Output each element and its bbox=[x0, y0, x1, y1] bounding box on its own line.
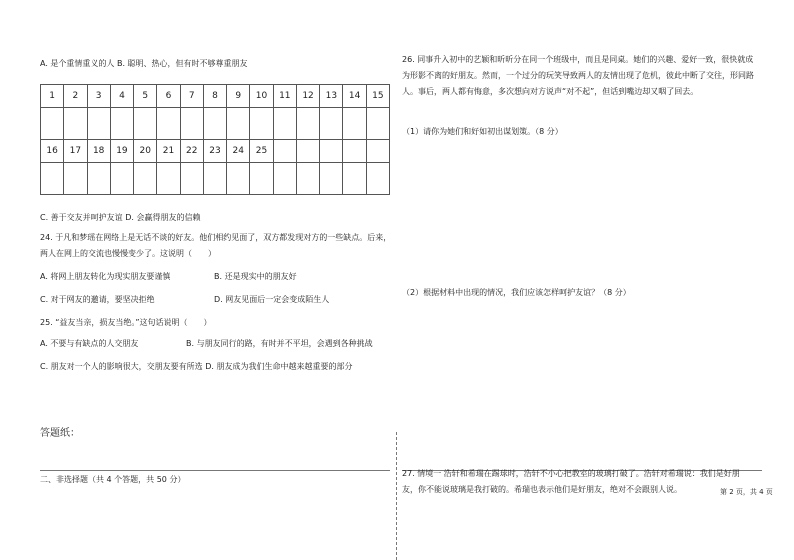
answer-cell[interactable] bbox=[273, 108, 296, 140]
column-divider bbox=[396, 432, 397, 560]
grid-cell-number: 1 bbox=[41, 85, 64, 108]
grid-cell-number: 3 bbox=[87, 85, 110, 108]
grid-cell-number: 8 bbox=[203, 85, 226, 108]
answer-cell[interactable] bbox=[134, 108, 157, 140]
q24-option-a: A. 将网上朋友转化为现实朋友要谨慎 bbox=[40, 272, 171, 281]
grid-cell-number: 22 bbox=[180, 140, 203, 163]
grid-cell-number: 13 bbox=[320, 85, 343, 108]
answer-cell[interactable] bbox=[180, 108, 203, 140]
answer-cell[interactable] bbox=[41, 163, 64, 195]
answer-cell[interactable] bbox=[64, 108, 87, 140]
grid-cell-empty bbox=[273, 140, 296, 163]
grid-cell-number: 18 bbox=[87, 140, 110, 163]
q25-option-b: B. 与朋友同行的路，有时并不平坦，会遇到各种挑战 bbox=[186, 339, 373, 348]
q25-stem: 25. “益友当亲，损友当绝。”这句话说明（ ） bbox=[40, 318, 212, 327]
grid-cell-number: 21 bbox=[157, 140, 180, 163]
grid-cell-number: 14 bbox=[343, 85, 366, 108]
grid-cell-number: 24 bbox=[227, 140, 250, 163]
grid-cell-empty bbox=[366, 140, 389, 163]
q24-stem: 24. 于凡和梦瑶在网络上是无话不谈的好友。他们相约见面了，双方都发现对方的一些缺点。后来，两人在网上的交流也慢慢变少了。这说明（ ） bbox=[40, 233, 392, 258]
q23-options-cd: C. 善于交友并呵护友谊 D. 会赢得朋友的信赖 bbox=[40, 213, 201, 222]
answer-sheet-title: 答题纸： bbox=[40, 428, 80, 439]
grid-cell-number: 16 bbox=[41, 140, 64, 163]
answer-cell[interactable] bbox=[41, 108, 64, 140]
answer-grid bbox=[40, 84, 390, 195]
grid-cell-empty bbox=[343, 163, 366, 195]
grid-cell-number: 25 bbox=[250, 140, 273, 163]
answer-cell[interactable] bbox=[110, 108, 133, 140]
q25-option-a: A. 不要与有缺点的人交朋友 bbox=[40, 339, 139, 348]
q25-options-cd: C. 朋友对一个人的影响很大，交朋友要有所选 D. 朋友成为我们生命中越来越重要的部分 bbox=[40, 362, 353, 371]
section-divider-left bbox=[40, 470, 390, 471]
answer-cell[interactable] bbox=[110, 163, 133, 195]
q26-text: 26. 同事升入初中的艺颖和昕昕分在同一个班级中，而且是同桌。她们的兴趣、爱好一致，很快就成为形影不离的好朋友。然而，一个过分的玩笑导致两人的友情出现了危机，彼此中断了交往，形同路人。事后，两人都有悔意，多次想向对方说声“对不起”，但话到嘴边却又咽了回去。 bbox=[402, 55, 754, 96]
answer-cell[interactable] bbox=[87, 108, 110, 140]
grid-cell-number: 4 bbox=[110, 85, 133, 108]
answer-cell[interactable] bbox=[343, 108, 366, 140]
q27-text: 27. 情境一 浩轩和希瑞在踢球时，浩轩不小心把教室的玻璃打破了。浩轩对希瑞说：我们是好朋友，你不能说玻璃是我打破的。希瑞也表示他们是好朋友，绝对不会跟别人说。 bbox=[402, 469, 740, 494]
grid-cell-number: 19 bbox=[110, 140, 133, 163]
answer-cell[interactable] bbox=[64, 163, 87, 195]
answer-cell[interactable] bbox=[366, 108, 389, 140]
answer-cell[interactable] bbox=[157, 163, 180, 195]
grid-cell-number: 17 bbox=[64, 140, 87, 163]
answer-cell[interactable] bbox=[203, 163, 226, 195]
q24-option-c: C. 对于网友的邀请，要坚决拒绝 bbox=[40, 295, 155, 304]
grid-cell-number: 6 bbox=[157, 85, 180, 108]
grid-cell-number: 5 bbox=[134, 85, 157, 108]
answer-grid-answer-row-1 bbox=[41, 108, 390, 140]
grid-cell-number: 12 bbox=[296, 85, 319, 108]
answer-cell[interactable] bbox=[250, 108, 273, 140]
grid-cell-number: 9 bbox=[227, 85, 250, 108]
grid-cell-number: 2 bbox=[64, 85, 87, 108]
answer-cell[interactable] bbox=[180, 163, 203, 195]
section-2-title: 二、非选择题（共 4 个答题，共 50 分） bbox=[40, 475, 186, 484]
answer-cell[interactable] bbox=[157, 108, 180, 140]
answer-grid-number-row-2 bbox=[41, 140, 390, 163]
answer-cell[interactable] bbox=[296, 108, 319, 140]
grid-cell-number: 11 bbox=[273, 85, 296, 108]
q26-sub-question-2: （2）根据材料中出现的情况，我们应该怎样呵护友谊？（8 分） bbox=[402, 288, 631, 297]
grid-cell-empty bbox=[320, 163, 343, 195]
grid-cell-empty bbox=[296, 163, 319, 195]
answer-cell[interactable] bbox=[134, 163, 157, 195]
grid-cell-empty bbox=[273, 163, 296, 195]
answer-cell[interactable] bbox=[203, 108, 226, 140]
answer-cell[interactable] bbox=[320, 108, 343, 140]
answer-grid-answer-row-2 bbox=[41, 163, 390, 195]
answer-grid-number-row-1 bbox=[41, 85, 390, 108]
grid-cell-empty bbox=[320, 140, 343, 163]
grid-cell-empty bbox=[343, 140, 366, 163]
q24-option-b: B. 还是现实中的朋友好 bbox=[214, 272, 297, 281]
page-number: 第 2 页，共 4 页 bbox=[720, 488, 773, 496]
answer-cell[interactable] bbox=[227, 108, 250, 140]
q23-options-ab: A. 是个重情重义的人 B. 聪明、热心，但有时不够尊重朋友 bbox=[40, 59, 248, 68]
grid-cell-number: 20 bbox=[134, 140, 157, 163]
answer-cell[interactable] bbox=[87, 163, 110, 195]
grid-cell-number: 15 bbox=[366, 85, 389, 108]
grid-cell-empty bbox=[296, 140, 319, 163]
answer-cell[interactable] bbox=[250, 163, 273, 195]
q26-sub-question-1: （1）请你为她们和好如初出谋划策。（8 分） bbox=[402, 127, 563, 136]
grid-cell-empty bbox=[366, 163, 389, 195]
q24-option-d: D. 网友见面后一定会变成陌生人 bbox=[214, 295, 330, 304]
grid-cell-number: 7 bbox=[180, 85, 203, 108]
grid-cell-number: 10 bbox=[250, 85, 273, 108]
answer-cell[interactable] bbox=[227, 163, 250, 195]
grid-cell-number: 23 bbox=[203, 140, 226, 163]
